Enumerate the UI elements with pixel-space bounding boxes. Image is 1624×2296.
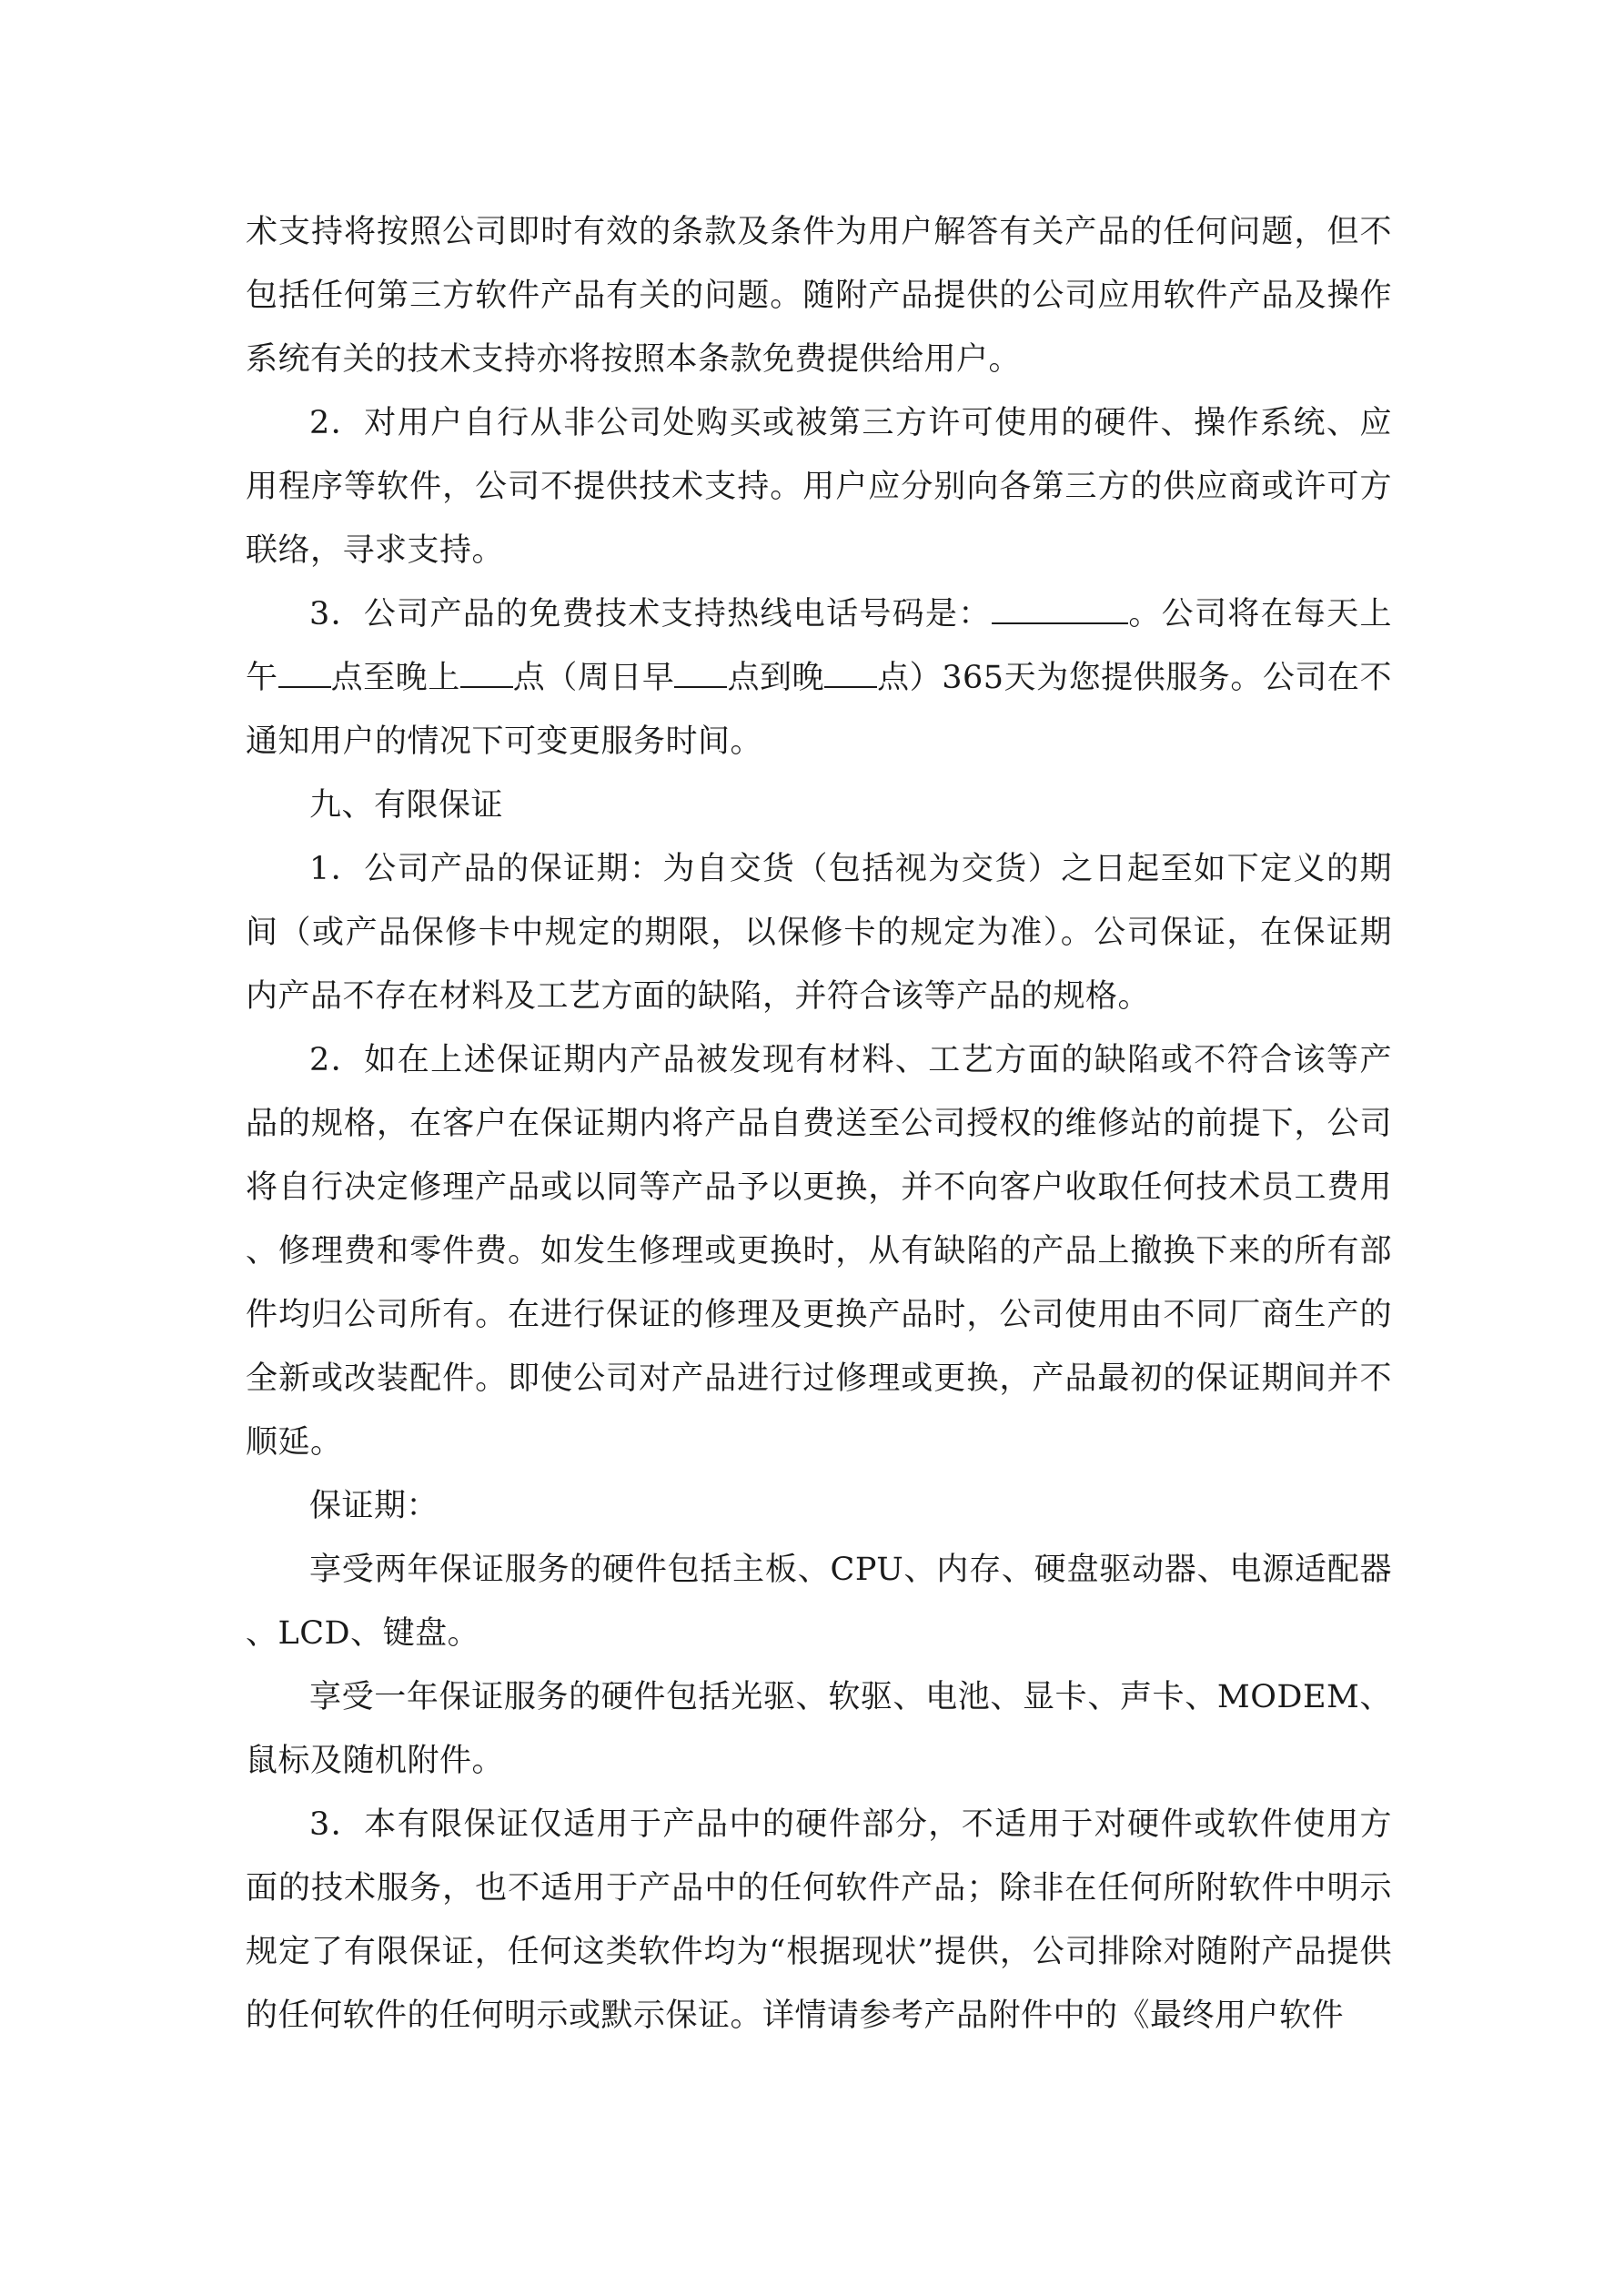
morning-hour-blank (278, 655, 331, 688)
paragraph-hotline (246, 582, 1392, 774)
section-heading-limited-warranty: 九、有限保证 (309, 787, 504, 824)
sunday-morning-hour-blank (674, 655, 727, 688)
phone-number-blank (992, 592, 1128, 624)
hotline-text-5: 点到晚 (727, 660, 825, 696)
hotline-text-6: 点）365天为您提供服务。公司在不通知用户的情况下可变更服务时间。 (246, 660, 1392, 760)
paragraph-warranty-label: 保证期： (309, 1488, 439, 1524)
hotline-text-1: 3．公司产品的免费技术支持热线电话号码是： (309, 596, 992, 632)
paragraph-warranty-scope: 3．本有限保证仅适用于产品中的硬件部分，不适用于对硬件或软件使用方面的技术服务，也不适用于产品中的任何软件产品；除非在任何所附软件中明示规定了有限保证，任何这类软件均为“根据现状”提供，公司排除对随附产品提供的任何软件的任何明示或默示保证。详情请参考产品附件中的《最终用户软件 (246, 1806, 1392, 2034)
paragraph-one-year-warranty: 享受一年保证服务的硬件包括光驱、软驱、电池、显卡、声卡、MODEM、鼠标及随机附件。 (246, 1679, 1392, 1779)
sunday-evening-hour-blank (824, 655, 877, 688)
paragraph-third-party-support: 2．对用户自行从非公司处购买或被第三方许可使用的硬件、操作系统、应用程序等软件，公司不提供技术支持。用户应分别向各第三方的供应商或许可方联络，寻求支持。 (246, 405, 1392, 569)
hotline-text-3: 点至晚上 (330, 660, 460, 696)
paragraph-tech-support-continuation: 术支持将按照公司即时有效的条款及条件为用户解答有关产品的任何问题，但不包括任何第三方软件产品有关的问题。随附产品提供的公司应用软件产品及操作系统有关的技术支持亦将按照本条款免费提供给用户。 (246, 214, 1392, 378)
hotline-text-2: 。公司将在每天上午 (246, 596, 1392, 696)
paragraph-warranty-period: 1．公司产品的保证期：为自交货（包括视为交货）之日起至如下定义的期间（或产品保修卡中规定的期限，以保修卡的规定为准）。公司保证，在保证期内产品不存在材料及工艺方面的缺陷，并符合该等产品的规格。 (246, 851, 1392, 1015)
paragraph-two-year-warranty: 享受两年保证服务的硬件包括主板、CPU、内存、硬盘驱动器、电源适配器、LCD、键盘。 (246, 1552, 1392, 1652)
evening-hour-blank (460, 655, 513, 688)
document-body (246, 200, 1392, 2048)
hotline-text-4: 点（周日早 (512, 660, 675, 696)
paragraph-warranty-repair: 2．如在上述保证期内产品被发现有材料、工艺方面的缺陷或不符合该等产品的规格，在客户在保证期内将产品自费送至公司授权的维修站的前提下，公司将自行决定修理产品或以同等产品予以更换，并不向客户收取任何技术员工费用、修理费和零件费。如发生修理或更换时，从有缺陷的产品上撤换下来的所有部件均归公司所有。在进行保证的修理及更换产品时，公司使用由不同厂商生产的全新或改装配件。即使公司对产品进行过修理或更换，产品最初的保证期间并不顺延。 (246, 1042, 1392, 1461)
